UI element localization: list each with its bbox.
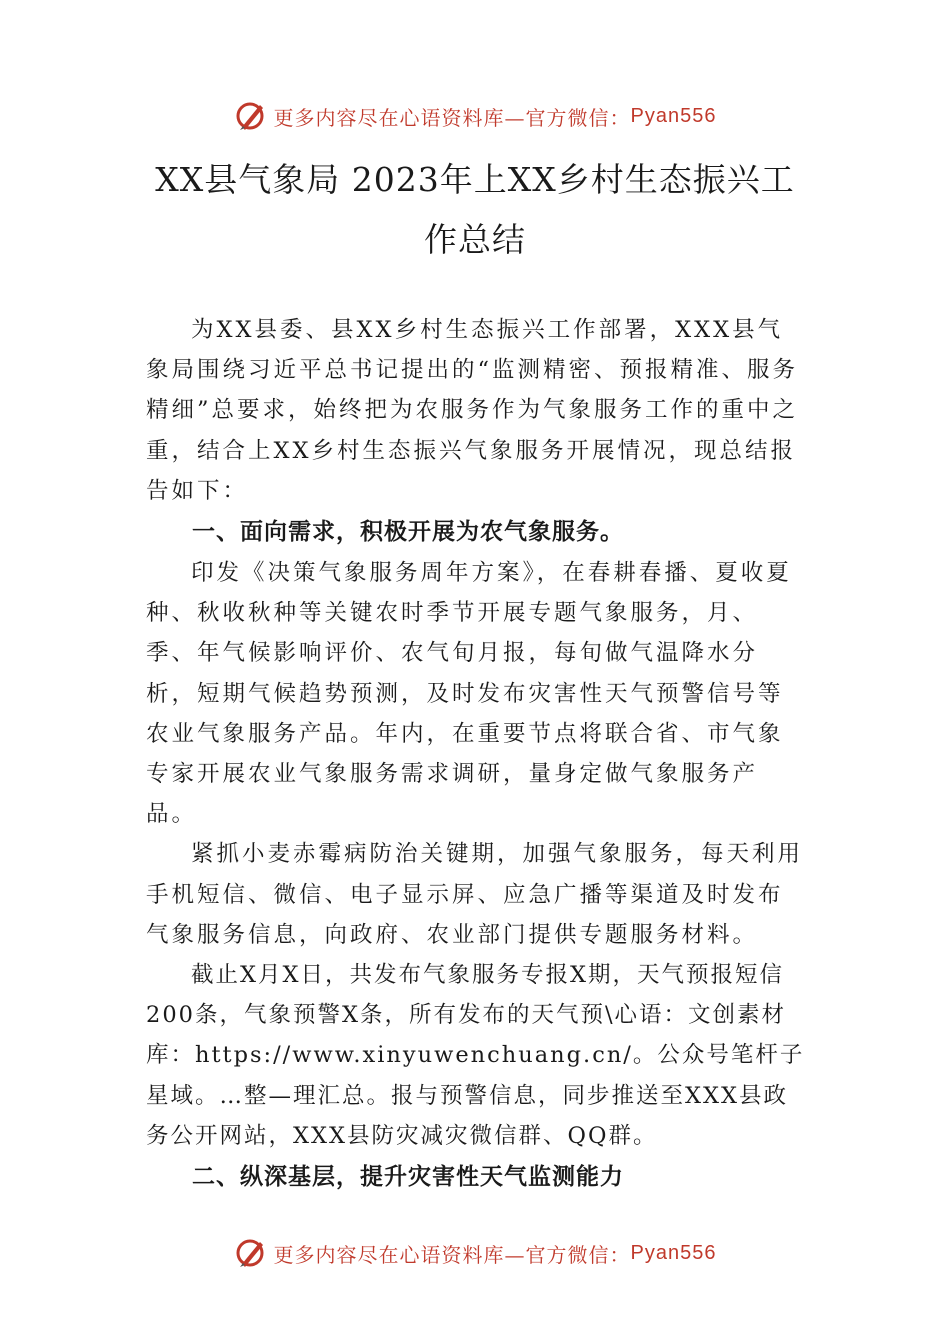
title-line-1: XX县气象局 2023年上XX乡村生态振兴工 — [155, 160, 795, 199]
section-1-paragraph-3: 截止X月X日，共发布气象服务专报X期，天气预报短信200条，气象预警X条，所有发布的天气预\心语：文创素材库：https://www.xinyuwenchuang.cn/。公众号笔杆子星域。…整—理汇总。报与预警信息，同步推送至XXX县政务公开网站，XXX县防灾减灾微信群、QQ群。 — [146, 962, 805, 1149]
section-1-paragraph-1: 印发《决策气象服务周年方案》，在春耕春播、夏收夏种、秋收秋种等关键农时季节开展专题气象服务，月、季、年气候影响评价、农气旬月报，每旬做气温降水分析，短期气候趋势预测，及时发布灾害性天气预警信号等农业气象服务产品。年内，在重要节点将联合省、市气象专家开展农业气象服务需求调研，量身定做气象服务产品。 — [146, 560, 792, 828]
section-2-heading: 二、纵深基层，提升灾害性天气监测能力 — [192, 1164, 624, 1191]
watermark-text: 更多内容尽在心语资料库—官方微信： — [273, 1242, 631, 1267]
watermark-handle: Pyan556 — [630, 1241, 717, 1264]
section-1-heading: 一、面向需求，积极开展为农气象服务。 — [192, 519, 624, 546]
watermark-handle: Pyan556 — [630, 104, 717, 127]
intro-paragraph: 为XX县委、县XX乡村生态振兴工作部署，XXX县气象局围绕习近平总书记提出的“监测精密、预报精准、服务精细”总要求，始终把为农服务作为气象服务工作的重中之重，结合上XX乡村生态振兴气象服务开展情况，现总结报告如下： — [146, 317, 799, 504]
pen-logo-icon — [234, 1236, 268, 1270]
document-title — [100, 150, 850, 270]
pen-logo-icon — [234, 99, 268, 133]
watermark-text: 更多内容尽在心语资料库—官方微信： — [273, 105, 631, 130]
watermark-banner-bottom — [0, 1233, 950, 1273]
section-1-paragraph-2: 紧抓小麦赤霉病防治关键期，加强气象服务，每天利用手机短信、微信、电子显示屏、应急广播等渠道及时发布气象服务信息，向政府、农业部门提供专题服务材料。 — [146, 841, 804, 948]
document-body — [146, 310, 806, 1198]
title-line-2: 作总结 — [424, 220, 526, 259]
watermark-banner-top — [0, 96, 950, 136]
